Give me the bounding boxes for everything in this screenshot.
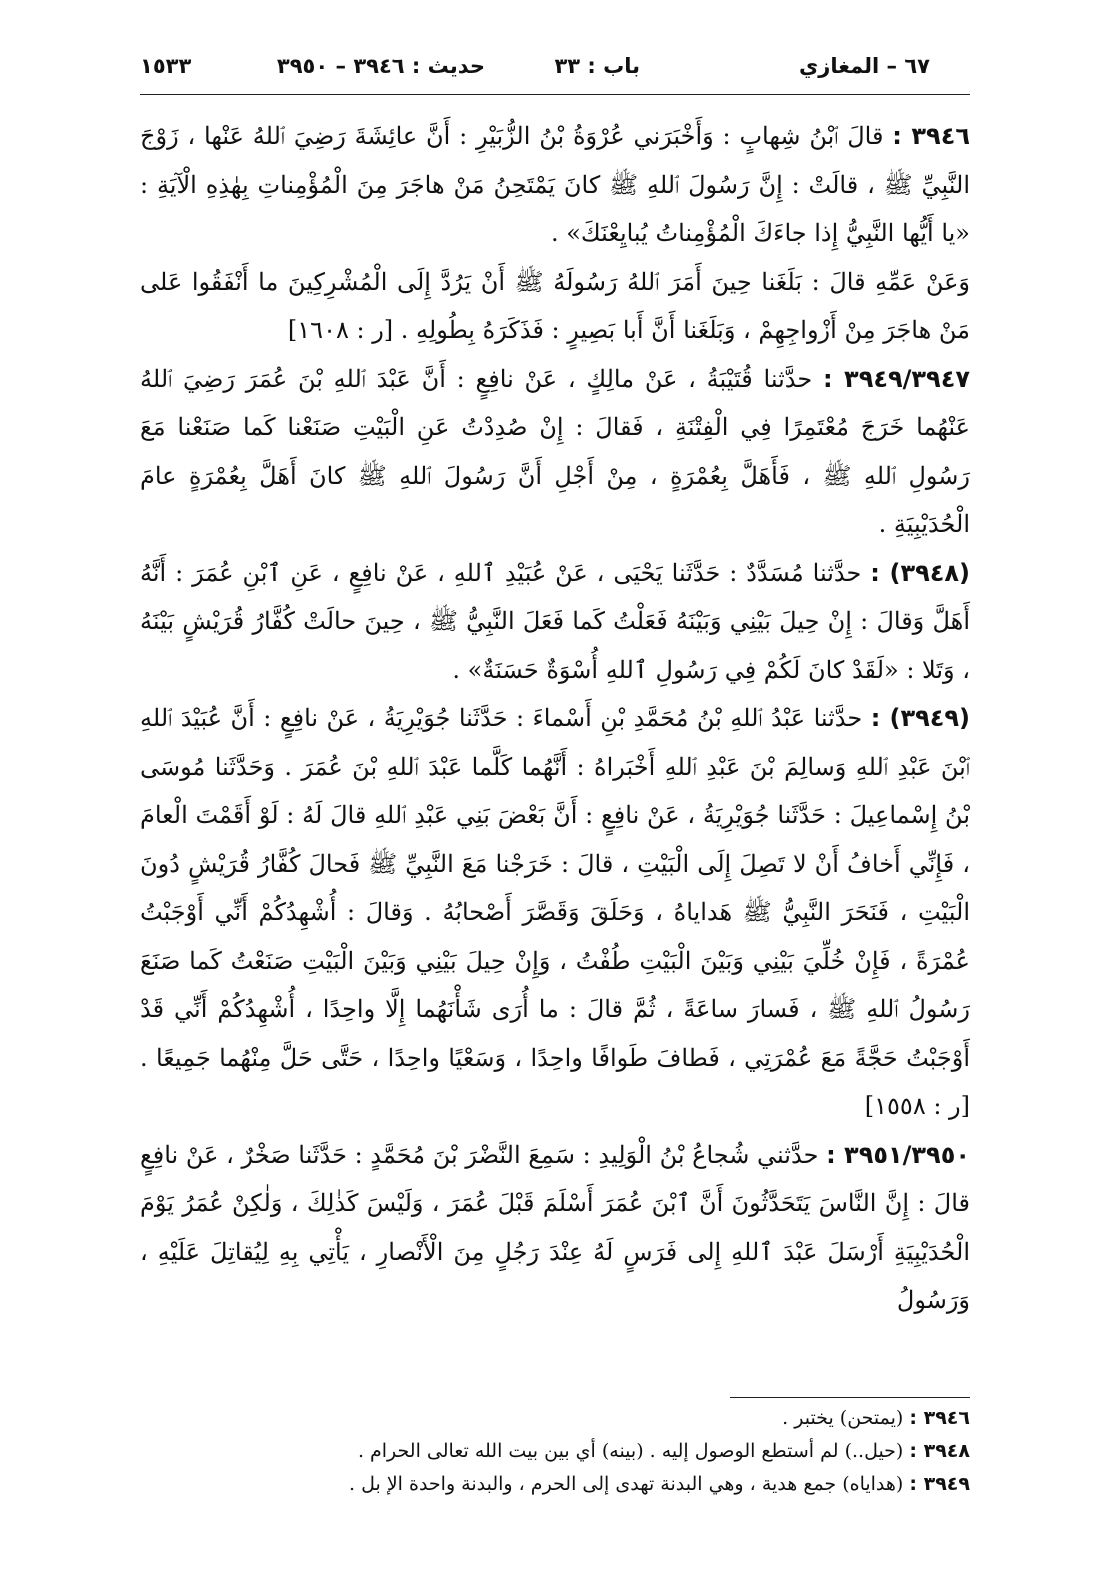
footnote-number: ٣٩٤٩ : — [909, 1473, 970, 1495]
page-number: ١٥٣٣ — [140, 54, 192, 78]
footnote-number: ٣٩٤٦ : — [909, 1407, 970, 1429]
hadith-text: حدَّثني شُجاعُ بْنُ الْوَلِيدِ : سَمِعَ النَّضْرَ بْنَ مُحَمَّدٍ : حَدَّثَنا صَخْرٌ ، عَنْ نافِعٍ قالَ : إِنَّ النَّاسَ يَتَحَدَّثُونَ أَنَّ ٱبْنَ عُمَرَ أَسْلَمَ قَبْلَ عُمَرَ ، وَلَيْسَ كَذٰلِكَ ، وَلٰكِنْ عُمَرُ يَوْمَ الْحُدَيْبِيَةِ أَرْسَلَ عَبْدَ ٱللهِ إِلى فَرَسٍ لَهُ عِنْدَ رَجُلٍ مِنَ الْأَنْصارِ ، يَأْتِي بِهِ لِيُقاتِلَ عَلَيْهِ ، وَرَسُولُ — [140, 1140, 970, 1314]
footnote-text: (حيل..) لم أستطع الوصول إليه . (بينه) أي بين بيت الله تعالى الحرام . — [357, 1440, 904, 1462]
hadith-number: ٣٩٤٦ : — [892, 122, 970, 150]
hadith-number: (٣٩٤٨) : — [870, 558, 970, 587]
book-title: ٦٧ – المغازي — [799, 54, 930, 78]
footnote — [140, 1468, 970, 1501]
footnote-number: ٣٩٤٨ : — [909, 1440, 970, 1462]
footnote — [140, 1435, 970, 1468]
hadith-paragraph — [140, 112, 970, 258]
footnote-rule — [730, 1397, 970, 1398]
running-header — [140, 50, 970, 90]
hadith-text: حدَّثنا عَبْدُ ٱللهِ بْنُ مُحَمَّدِ بْنِ أَسْماءَ : حَدَّثَنا جُوَيْرِيَةُ ، عَنْ نافِعٍ : أَنَّ عُبَيْدَ ٱللهِ ٱبْنَ عَبْدِ ٱللهِ وَسالِمَ بْنَ عَبْدِ ٱللهِ أَخْبَراهُ : أَنَّهُما كَلَّما عَبْدَ ٱللهِ بْنَ عُمَرَ . وَحَدَّثَنا مُوسَى بْنُ إِسْماعِيلَ : حَدَّثَنا جُوَيْرِيَةُ ، عَنْ نافِعٍ : أَنَّ بَعْضَ بَنِي عَبْدِ ٱللهِ قالَ لَهُ : لَوْ أَقَمْتَ الْعامَ ، فَإِنِّي أَخافُ أَنْ لا تَصِلَ إِلَى الْبَيْتِ ، قالَ : خَرَجْنا مَعَ النَّبِيِّ ﷺ فَحالَ كُفَّارُ قُرَيْشٍ دُونَ الْبَيْتِ ، فَنَحَرَ النَّبِيُّ ﷺ هَداياهُ ، وَحَلَقَ وَقَصَّرَ أَصْحابُهُ . وَقالَ : أُشْهِدُكُمْ أَنِّي أَوْجَبْتُ عُمْرَةً ، فَإِنْ خُلِّيَ بَيْنِي وَبَيْنَ الْبَيْتِ طُفْتُ ، وَإِنْ حِيلَ بَيْنِي وَبَيْنَ الْبَيْتِ صَنَعْتُ كَما صَنَعَ رَسُولُ ٱللهِ ﷺ ، فَسارَ ساعَةً ، ثُمَّ قالَ : ما أُرَى شَأْنَهُما إِلَّا واحِدًا ، أُشْهِدُكُمْ أَنِّي قَدْ أَوْجَبْتُ حَجَّةً مَعَ عُمْرَتِي ، فَطافَ طَوافًا واحِدًا ، وَسَعْيًا واحِدًا ، حَتَّى حَلَّ مِنْهُما جَمِيعًا . [ر : ١٥٥٨] — [140, 704, 970, 1120]
main-text — [140, 112, 970, 1325]
hadith-text: حدَّثنا قُتَيْبَةُ ، عَنْ مالِكٍ ، عَنْ نافِعٍ : أَنَّ عَبْدَ ٱللهِ بْنَ عُمَرَ رَضِيَ ٱللهُ عَنْهُما خَرَجَ مُعْتَمِرًا فِي الْفِتْنَةِ ، فَقالَ : إِنْ صُدِدْتُ عَنِ الْبَيْتِ صَنَعْنا كَما صَنَعْنا مَعَ رَسُولِ ٱللهِ ﷺ ، فَأَهَلَّ بِعُمْرَةٍ ، مِنْ أَجْلِ أَنَّ رَسُولَ ٱللهِ ﷺ كانَ أَهَلَّ بِعُمْرَةٍ عامَ الْحُدَيْبِيَةِ . — [140, 364, 970, 538]
hadith-text: وَعَنْ عَمِّهِ قالَ : بَلَغَنا حِينَ أَمَرَ ٱللهُ رَسُولَهُ ﷺ أَنْ يَرُدَّ إِلَى الْمُشْرِكِينَ ما أَنْفَقُوا عَلى مَنْ هاجَرَ مِنْ أَزْواجِهِمْ ، وَبَلَغَنا أَنَّ أَبا بَصِيرٍ : فَذَكَرَهُ بِطُولِهِ . [ر : ١٦٠٨] — [140, 267, 970, 344]
hadith-text: قالَ ٱبْنُ شِهابٍ : وَأَخْبَرَني عُرْوَةُ بْنُ الزُّبَيْرِ : أَنَّ عائِشَةَ رَضِيَ ٱللهُ عَنْها ، زَوْجَ النَّبِيِّ ﷺ ، قالَتْ : إِنَّ رَسُولَ ٱللهِ ﷺ كانَ يَمْتَحِنُ مَنْ هاجَرَ مِنَ الْمُؤْمِناتِ بِهٰذِهِ الْآيَةِ : «يا أَيُّها النَّبِيُّ إِذا جاءَكَ الْمُؤْمِناتُ يُبايِعْنَكَ» . — [140, 122, 970, 247]
footnote-text: (هداياه) جمع هدية ، وهي البدنة تهدى إلى الحرم ، والبدنة واحدة الإ بل . — [349, 1473, 904, 1495]
hadith-text: حدَّثنا مُسَدَّدٌ : حَدَّثَنا يَحْيَى ، عَنْ عُبَيْدِ ٱللهِ ، عَنْ نافِعٍ ، عَنِ ٱبْنِ عُمَرَ : أَنَّهُ أَهَلَّ وَقالَ : إِنْ حِيلَ بَيْنِي وَبَيْنَهُ فَعَلْتُ كَما فَعَلَ النَّبِيُّ ﷺ ، حِينَ حالَتْ كُفَّارُ قُرَيْشٍ بَيْنَهُ ، وَتَلا : «لَقَدْ كانَ لَكُمْ فِي رَسُولِ ٱللهِ أُسْوَةٌ حَسَنَةٌ» . — [140, 558, 970, 684]
hadith-number: ٣٩٥١/٣٩٥٠ : — [826, 1140, 970, 1169]
hadith-paragraph — [140, 258, 970, 355]
header-rule — [140, 94, 970, 95]
footnote — [140, 1402, 970, 1435]
hadith-paragraph — [140, 549, 970, 695]
footnotes — [140, 1402, 970, 1501]
hadith-paragraph — [140, 694, 970, 1131]
hadith-paragraph — [140, 355, 970, 549]
chapter-label: باب : ٣٣ — [554, 54, 640, 78]
hadith-range: حديث : ٣٩٤٦ – ٣٩٥٠ — [276, 54, 485, 78]
document-page — [140, 50, 970, 1560]
hadith-paragraph — [140, 1131, 970, 1325]
hadith-number: ٣٩٤٩/٣٩٤٧ : — [822, 364, 970, 393]
footnote-text: (يمتحن) يختبر . — [782, 1407, 904, 1429]
hadith-number: (٣٩٤٩) : — [870, 704, 971, 732]
